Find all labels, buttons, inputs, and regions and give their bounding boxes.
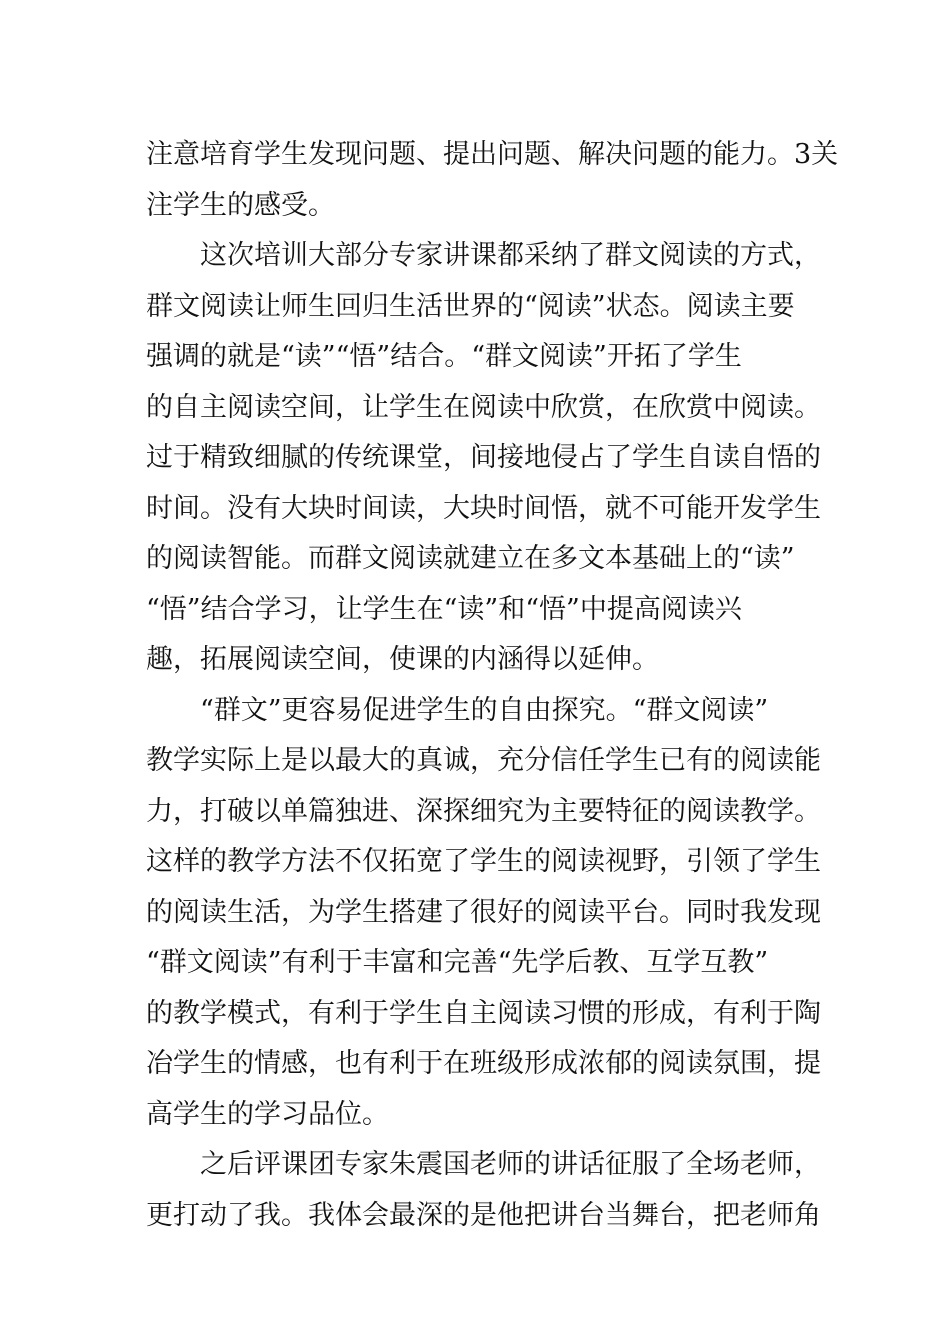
text-line: 的阅读智能。而群文阅读就建立在多文本基础上的“读” xyxy=(146,543,795,574)
text-line: 时间。没有大块时间读，大块时间悟，就不可能开发学生 xyxy=(146,492,821,524)
text-line: 群文阅读让师生回归生活世界的“阅读”状态。阅读主要 xyxy=(146,290,795,322)
body-text xyxy=(146,130,839,1241)
text-line: 的阅读生活，为学生搭建了很好的阅读平台。同时我发现 xyxy=(146,896,821,928)
text-line: 注意培育学生发现问题、提出问题、解决问题的能力。3关 xyxy=(146,139,839,170)
paragraph-first-line: 之后评课团专家朱震国老师的讲话征服了全场老师， xyxy=(200,1149,821,1180)
text-line: 趣，拓展阅读空间，使课的内涵得以延伸。 xyxy=(146,644,659,675)
text-line: 强调的就是“读”“悟”结合。“群文阅读”开拓了学生 xyxy=(146,341,742,372)
text-line: 的教学模式，有利于学生自主阅读习惯的形成，有利于陶 xyxy=(146,997,821,1029)
text-line: “群文阅读”有利于丰富和完善“先学后教、互学互教” xyxy=(146,947,769,978)
text-line: 教学实际上是以最大的真诚，充分信任学生已有的阅读能 xyxy=(146,745,821,776)
text-line: 注学生的感受。 xyxy=(146,189,335,221)
text-line: 的自主阅读空间，让学生在阅读中欣赏，在欣赏中阅读。 xyxy=(146,391,821,423)
text-line: 力，打破以单篇独进、深探细究为主要特征的阅读教学。 xyxy=(146,795,821,827)
text-line: 高学生的学习品位。 xyxy=(146,1098,389,1130)
text-line: 冶学生的情感，也有利于在班级形成浓郁的阅读氛围，提 xyxy=(146,1048,821,1079)
paragraph-first-line: “群文”更容易促进学生的自由探究。“群文阅读” xyxy=(200,694,769,726)
paragraph-first-line: 这次培训大部分专家讲课都采纳了群文阅读的方式， xyxy=(200,240,821,271)
text-line: 这样的教学方法不仅拓宽了学生的阅读视野，引领了学生 xyxy=(146,846,821,877)
text-line: 更打动了我。我体会最深的是他把讲台当舞台，把老师角 xyxy=(146,1199,821,1231)
text-line: 过于精致细腻的传统课堂，间接地侵占了学生自读自悟的 xyxy=(146,442,821,473)
text-line: “悟”结合学习，让学生在“读”和“悟”中提高阅读兴 xyxy=(146,593,742,625)
